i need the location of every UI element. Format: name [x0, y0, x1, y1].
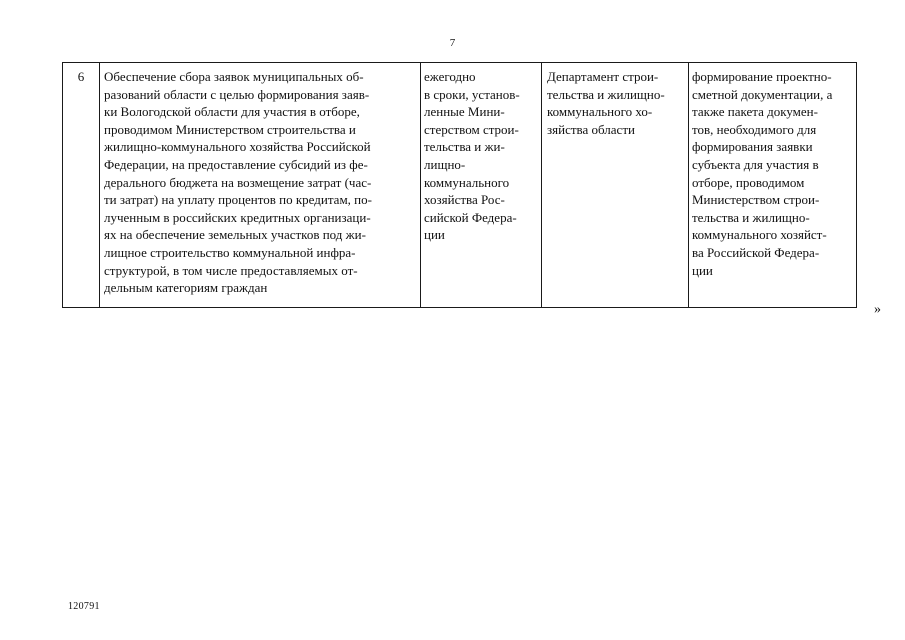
- measures-table: [62, 62, 857, 308]
- deadline-cell: [421, 63, 542, 308]
- row-number-cell: [63, 63, 100, 308]
- measure-description: Обеспечение сбора заявок муниципальных об- разований области с целью формирования заяв- ки Вологодской области для участия в отборе, проводимом Министерством строительства и жилищно-коммунального хозяйства Российской Федерации, на предоставление субсидий из фе- дерального бюджета на возмещение затрат (час- ти затрат) на уплату процентов по кредитам, по- лученным в российских кредитных организаци- ях на обеспечение земельных участков под жи- лищное строительство коммунальной инфра- структурой, в том числе предоставляемых от- дельным категориям граждан: [104, 69, 372, 296]
- expected-result-text: формирование проектно- сметной документации, а также пакета докумен- тов, необходимого для формирования заявки субъекта для участия в отборе, проводимом Министерством строи- тельства и жилищно- коммунального хозяйст- ва Российской Федера- ции: [692, 69, 833, 278]
- deadline-text: ежегодно в сроки, установ- ленные Мини- стерством строи- тельства и жи- лищно- коммунального хозяйства Рос- сийской Федера- ции: [424, 69, 520, 243]
- measure-description-cell: [100, 63, 421, 308]
- executor-text: Департамент строи- тельства и жилищно- коммунального хо- зяйства области: [547, 69, 665, 137]
- row-number: 6: [77, 69, 85, 84]
- page-number: 7: [449, 37, 456, 49]
- closing-quote: »: [874, 302, 881, 317]
- expected-result-cell: [689, 63, 857, 308]
- document-code: 120791: [68, 601, 100, 612]
- executor-cell: [542, 63, 689, 308]
- table-row: [63, 63, 857, 308]
